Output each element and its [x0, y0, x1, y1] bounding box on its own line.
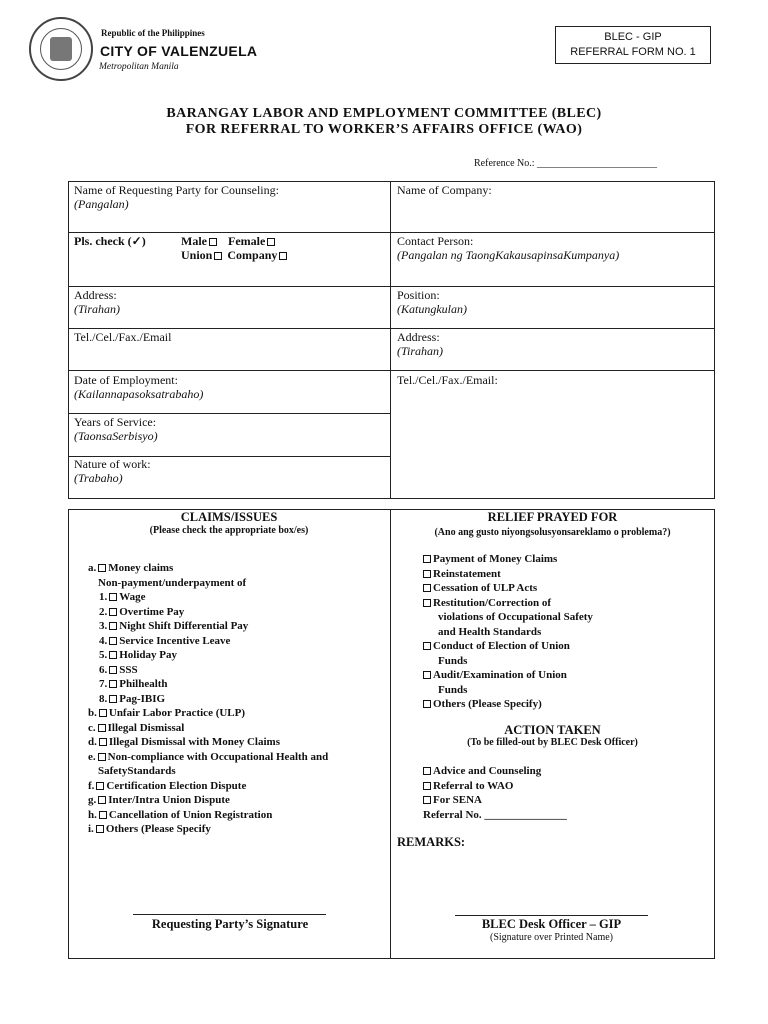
checkbox-icon[interactable] [109, 695, 117, 703]
company-tel-field[interactable]: Tel./Cel./Fax./Email: [397, 373, 498, 387]
requesting-party-field[interactable]: Name of Requesting Party for Counseling: (Pangalan) [74, 183, 279, 211]
checkbox-icon[interactable] [98, 753, 106, 761]
company-name-field[interactable]: Name of Company: [397, 183, 492, 197]
checkbox-icon[interactable] [99, 811, 107, 819]
relief-item[interactable]: Conduct of Election of Union [423, 639, 593, 654]
checkbox-icon[interactable] [109, 680, 117, 688]
checkbox-icon[interactable] [423, 642, 431, 650]
relief-item[interactable]: Others (Please Specify) [423, 697, 593, 712]
claim-item[interactable]: i. Others (Please Specify [88, 823, 211, 835]
checkbox-icon[interactable] [109, 622, 117, 630]
referral-number-field[interactable]: Referral No. _______________ [423, 809, 567, 821]
title-line-1: BARANGAY LABOR AND EMPLOYMENT COMMITTEE (BLEC) [166, 106, 602, 121]
claim-item[interactable]: 8. Pag-IBIG [99, 692, 166, 705]
metro-text: Metropolitan Manila [99, 62, 179, 72]
checkbox-icon[interactable] [96, 782, 104, 790]
checkbox-icon [209, 238, 217, 246]
claims-subheading: (Please check the appropriate box/es) [149, 525, 309, 536]
claim-item[interactable]: 5. Holiday Pay [99, 649, 178, 661]
relief-item: Funds [438, 654, 468, 667]
claim-item: Non-payment/underpayment of [98, 576, 247, 589]
address-field[interactable]: Address: (Tirahan) [74, 288, 121, 316]
checkbox-icon[interactable] [423, 671, 431, 679]
checkbox-icon[interactable] [109, 651, 117, 659]
contact-person-field[interactable]: Contact Person: (Pangalan ng TaongKakausapinsaKumpanya) [397, 234, 620, 262]
claim-item: SafetyStandards [98, 765, 176, 777]
relief-subheading: (Ano ang gusto niyongsolusyonsareklamo o problema?) [434, 527, 671, 538]
claim-item[interactable]: f. Certification Election Dispute [88, 779, 247, 792]
position-field[interactable]: Position: (Katungkulan) [397, 288, 467, 316]
checkbox-icon[interactable] [423, 796, 431, 804]
checkbox-icon [279, 252, 287, 260]
checkbox-icon [267, 238, 275, 246]
claim-item[interactable]: 4. Service Incentive Leave [99, 634, 231, 647]
check-label: Pls. check (✓) [74, 234, 146, 248]
action-subheading: (To be filled-out by BLEC Desk Officer) [467, 737, 638, 748]
date-employment-field[interactable]: Date of Employment: (Kailannapasoksatrabaho) [74, 373, 204, 401]
checkbox-icon[interactable] [99, 709, 107, 717]
reference-number: Reference No.: ________________________ [474, 158, 658, 169]
left-signature-line[interactable] [133, 914, 326, 915]
checkbox-icon[interactable] [109, 666, 117, 674]
tel-field[interactable]: Tel./Cel./Fax./Email [74, 330, 172, 344]
claim-item[interactable]: 7. Philhealth [99, 678, 168, 690]
relief-item[interactable]: Reinstatement [423, 567, 593, 582]
city-name: CITY OF VALENZUELA [100, 43, 258, 59]
action-heading: ACTION TAKEN [504, 723, 601, 737]
claims-list [88, 561, 328, 837]
claim-item[interactable]: d. Illegal Dismissal with Money Claims [88, 736, 280, 748]
checkbox-icon[interactable] [423, 700, 431, 708]
checkbox-icon[interactable] [423, 599, 431, 607]
form-code-box [555, 26, 711, 64]
requesting-party-signature: Requesting Party’s Signature [151, 917, 309, 931]
relief-item: violations of Occupational Safety [438, 611, 593, 623]
checkbox-icon[interactable] [98, 564, 106, 572]
claim-item[interactable]: c. Illegal Dismissal [88, 721, 185, 734]
checkbox-icon[interactable] [109, 637, 117, 645]
action-item[interactable]: For SENA [423, 793, 541, 808]
form-name: REFERRAL FORM NO. 1 [570, 46, 696, 58]
checkbox-icon[interactable] [423, 767, 431, 775]
relief-item[interactable]: Payment of Money Claims [423, 552, 593, 567]
right-signature-line[interactable] [455, 915, 648, 916]
relief-item: and Health Standards [438, 625, 542, 638]
claim-item[interactable]: e. Non-compliance with Occupational Health and [88, 750, 329, 763]
checkbox-icon [214, 252, 222, 260]
relief-item[interactable]: Audit/Examination of Union [423, 668, 593, 683]
claim-item[interactable]: 1. Wage [99, 591, 146, 603]
nature-work-field[interactable]: Nature of work: (Trabaho) [74, 457, 151, 485]
relief-item[interactable]: Cessation of ULP Acts [423, 581, 593, 596]
relief-heading: RELIEF PRAYED FOR [487, 510, 618, 524]
relief-item: Funds [438, 683, 468, 696]
title-line-2: FOR REFERRAL TO WORKER’S AFFAIRS OFFICE (WAO) [185, 122, 583, 137]
years-service-field[interactable]: Years of Service: (TaonsaSerbisyo) [74, 415, 158, 443]
claim-item[interactable]: b. Unfair Labor Practice (ULP) [88, 707, 246, 719]
company-address-field[interactable]: Address: (Tirahan) [397, 330, 444, 358]
checkbox-icon[interactable] [99, 738, 107, 746]
relief-list [423, 552, 593, 712]
union-company-checkbox[interactable]: Union Company [181, 248, 289, 262]
claim-item[interactable]: 6. SSS [99, 663, 138, 676]
male-checkbox[interactable]: Male Female [181, 234, 277, 248]
relief-item[interactable]: Restitution/Correction of [423, 596, 593, 611]
action-item[interactable]: Referral to WAO [423, 779, 541, 794]
blec-officer-signature: BLEC Desk Officer – GIP [481, 917, 622, 931]
checkbox-icon[interactable] [423, 555, 431, 563]
claim-item[interactable]: g. Inter/Intra Union Dispute [88, 794, 230, 806]
checkbox-icon[interactable] [423, 782, 431, 790]
claim-item[interactable]: 3. Night Shift Differential Pay [99, 620, 249, 632]
claim-item[interactable]: a. Money claims [88, 562, 174, 574]
remarks-label: REMARKS: [397, 835, 466, 849]
checkbox-icon[interactable] [98, 796, 106, 804]
checkbox-icon[interactable] [423, 584, 431, 592]
action-item[interactable]: Advice and Counseling [423, 764, 541, 779]
checkbox-icon[interactable] [423, 570, 431, 578]
form-code: BLEC - GIP [604, 31, 662, 43]
action-list [423, 764, 541, 808]
checkbox-icon[interactable] [96, 825, 104, 833]
signature-subtext: (Signature over Printed Name) [489, 932, 614, 943]
checkbox-icon[interactable] [109, 593, 117, 601]
checkbox-icon[interactable] [98, 724, 106, 732]
checkbox-icon[interactable] [109, 608, 117, 616]
claim-item[interactable]: 2. Overtime Pay [99, 605, 185, 618]
city-seal-icon [29, 17, 93, 81]
republic-text: Republic of the Philippines [101, 28, 205, 38]
claim-item[interactable]: h. Cancellation of Union Registration [88, 808, 273, 821]
claims-heading: CLAIMS/ISSUES [180, 510, 278, 524]
